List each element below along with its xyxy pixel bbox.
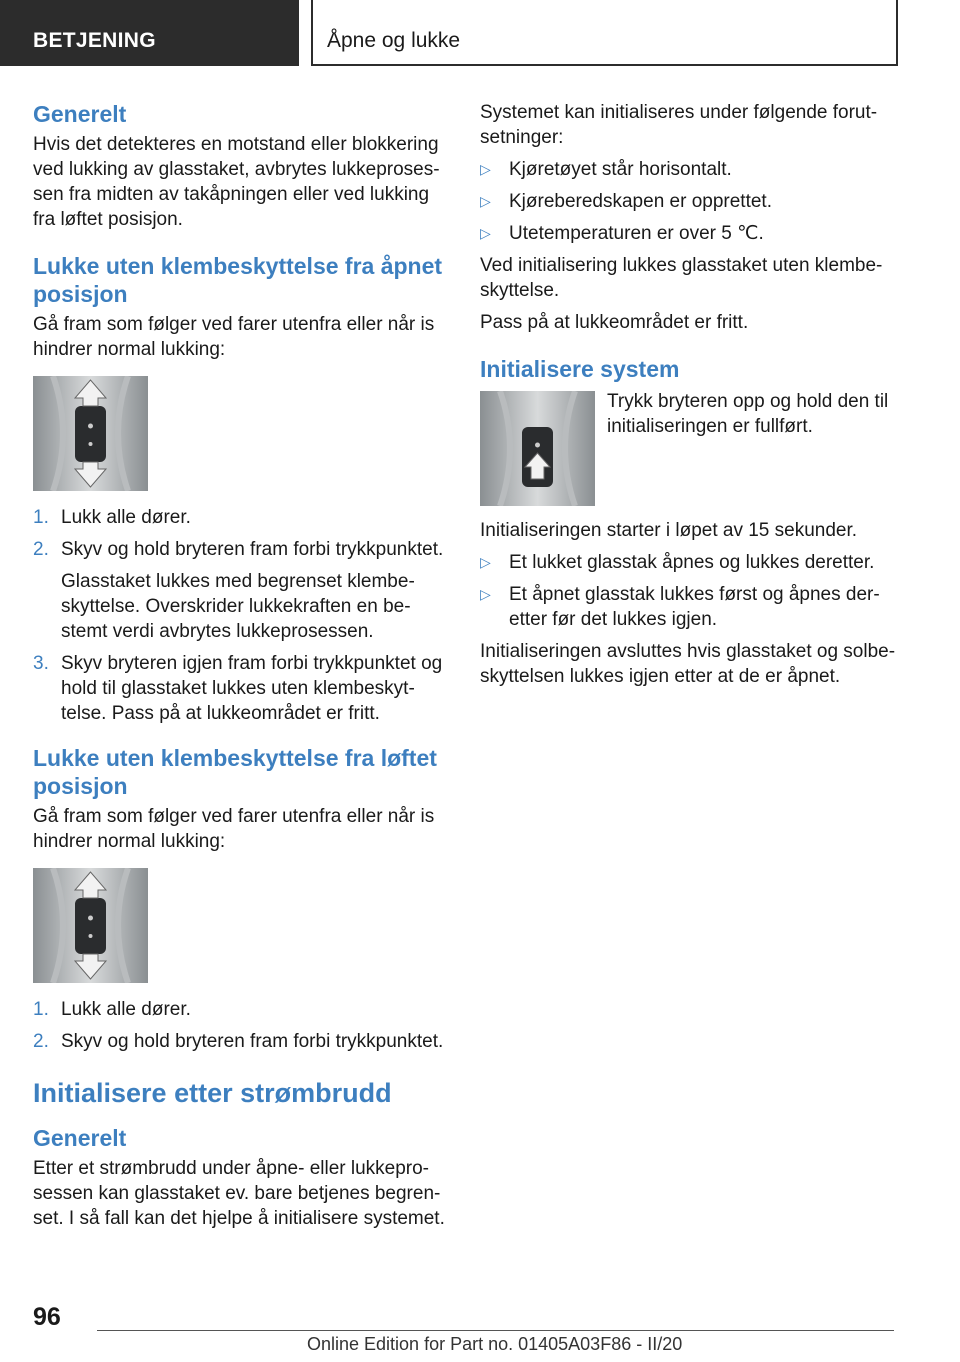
generelt-text: Hvis det detekteres en motstand eller blokkering ved lukking av glasstaket, avbrytes lukkeproses-sen fra midten av takåpningen eller ved lukking fra løftet posisjon.: [33, 134, 440, 230]
generelt-heading: Generelt: [33, 101, 127, 127]
section-intro: Gå fram som følger ved farer utenfra eller når is hindrer normal lukking:: [33, 806, 435, 852]
steps-open-position-cont: [33, 651, 453, 726]
right-column: [480, 100, 910, 689]
section-heading-lifted-position: Lukke uten klembeskyttelse fra løftet posisjon: [33, 745, 437, 799]
note-text: Pass på at lukkeområdet er fritt.: [480, 312, 749, 333]
generelt-text: Etter et strømbrudd under åpne- eller lukkepro-sessen kan glasstaket ev. bare betjenes begren-set. I så fall kan det hjelpe å initialisere systemet.: [33, 1158, 445, 1229]
list-item: 1. Lukk alle dører.: [33, 507, 191, 528]
section-tab: [0, 0, 299, 66]
list-item: 2. Skyv og hold bryteren fram forbi trykkpunktet.: [33, 1031, 444, 1052]
chapter-tab: [311, 0, 898, 66]
init-instruction: Trykk bryteren opp og hold den til initialiseringen er fullført.: [607, 391, 889, 437]
list-item: ▷ Et lukket glasstak åpnes og lukkes deretter.: [480, 552, 875, 573]
triangle-bullet-icon: ▷: [480, 193, 491, 209]
list-item: 2. Skyv og hold bryteren fram forbi trykkpunktet.: [33, 539, 444, 560]
list-item: ▷ Et åpnet glasstak lukkes først og åpnes der-etter før det lukkes igjen.: [480, 584, 880, 630]
triangle-bullet-icon: ▷: [480, 225, 491, 241]
triangle-bullet-icon: ▷: [480, 586, 491, 602]
conditions-intro: Systemet kan initialiseres under følgende forut-setninger:: [480, 102, 878, 148]
page-number: 96: [33, 1303, 61, 1331]
conditions-list: [480, 157, 910, 246]
section-title: BETJENING: [33, 29, 156, 52]
list-item: ▷ Kjøretøyet står horisontalt.: [480, 159, 732, 180]
list-item: 1. Lukk alle dører.: [33, 999, 191, 1020]
list-item: 3. Skyv bryteren igjen fram forbi trykkpunktet og hold til glasstaket lukkes uten klembeskyt-telse. Pass på at lukkeområdet er fritt.: [33, 653, 443, 724]
steps-lifted-position: [33, 997, 453, 1054]
roof-switch-illustration: [480, 391, 595, 506]
triangle-bullet-icon: ▷: [480, 554, 491, 570]
section-heading-open-position: Lukke uten klembeskyttelse fra åpnet posisjon: [33, 253, 443, 307]
edition-text: Online Edition for Part no. 01405A03F86 - II/20: [307, 1334, 683, 1354]
section-intro: Gå fram som følger ved farer utenfra eller når is hindrer normal lukking:: [33, 314, 435, 360]
generelt-heading: Generelt: [33, 1125, 127, 1151]
left-column: [33, 100, 453, 1231]
init-figure-row: [480, 389, 910, 506]
footer-divider: [97, 1330, 894, 1331]
triangle-bullet-icon: ▷: [480, 161, 491, 177]
start-text: Initialiseringen starter i løpet av 15 sekunder.: [480, 520, 858, 541]
steps-open-position: [33, 505, 453, 562]
note-text: Ved initialisering lukkes glasstaket uten klembe-skyttelse.: [480, 255, 883, 301]
step-note: Glasstaket lukkes med begrenset klembe-skyttelse. Overskrider lukkekraften en be-stemt verdi avbrytes lukkeprosessen.: [61, 571, 415, 642]
init-steps-list: [480, 550, 910, 632]
roof-switch-illustration: [33, 868, 148, 983]
chapter-title: Åpne og lukke: [327, 29, 461, 52]
main-heading: Initialisere etter strømbrudd: [33, 1078, 392, 1108]
init-heading: Initialisere system: [480, 356, 680, 382]
list-item: ▷ Utetemperaturen er over 5 ℃.: [480, 223, 764, 244]
roof-switch-illustration: [33, 376, 148, 491]
end-text: Initialiseringen avsluttes hvis glasstaket og solbe-skyttelsen lukkes igjen etter at de er åpnet.: [480, 641, 896, 687]
list-item: ▷ Kjøreberedskapen er opprettet.: [480, 191, 772, 212]
